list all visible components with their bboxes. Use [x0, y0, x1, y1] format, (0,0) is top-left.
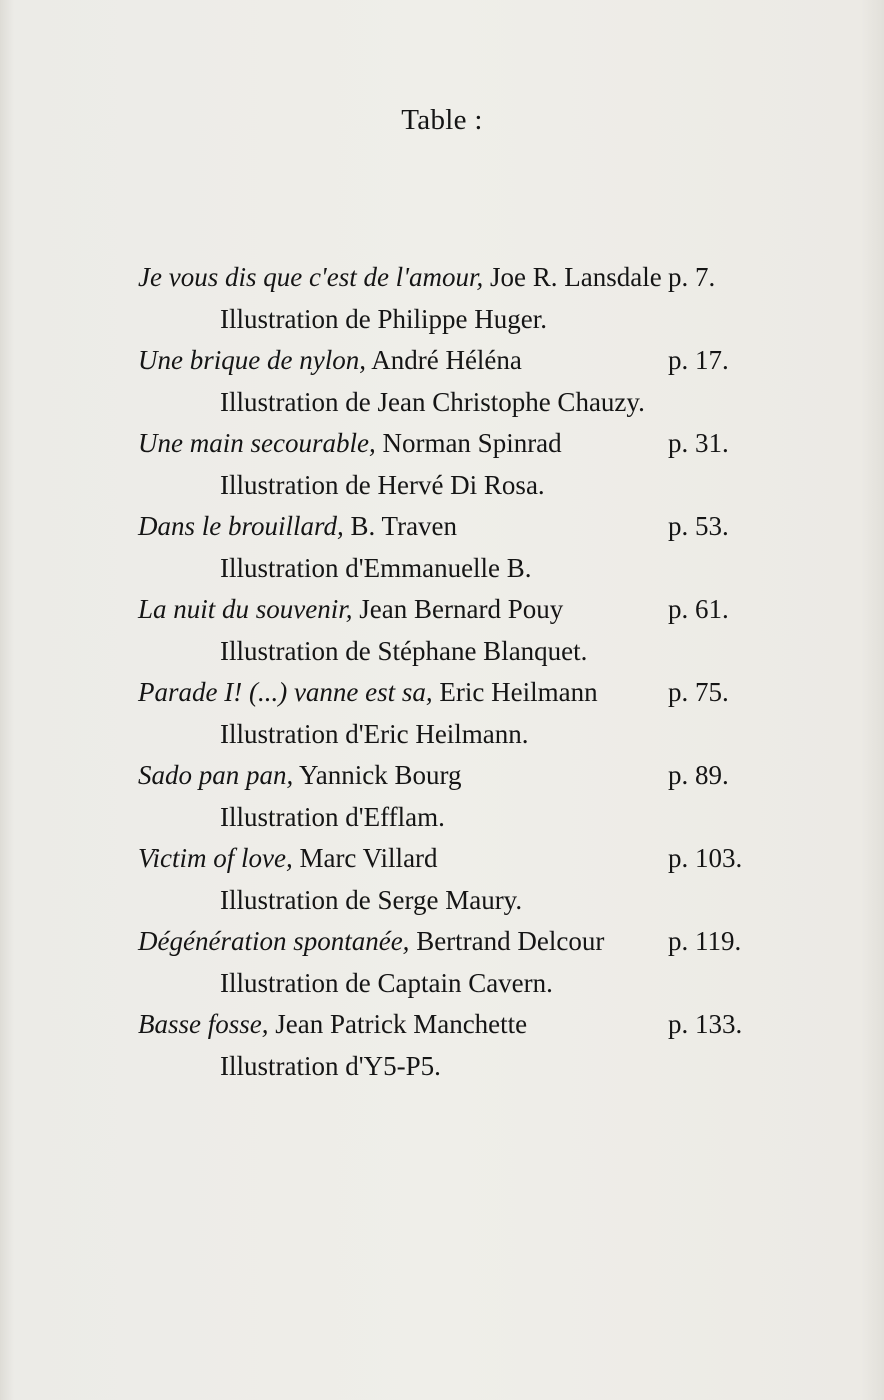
page-number: p. 89. — [668, 760, 729, 790]
page-title: Table : — [401, 104, 483, 136]
story-author: Joe R. Lansdale — [489, 262, 662, 292]
story-title: Parade I! (...) vanne est sa, — [138, 677, 433, 707]
toc-entry — [138, 262, 662, 293]
page-number: p. 103. — [668, 843, 743, 873]
story-title: Une brique de nylon, — [138, 345, 366, 375]
toc-entry — [138, 345, 522, 376]
story-title: Une main secourable, — [138, 428, 376, 458]
illustration-credit: Illustration d'Emmanuelle B. — [220, 553, 532, 583]
page-number: p. 75. — [668, 677, 729, 707]
page-number: p. 53. — [668, 511, 729, 541]
toc-entry — [138, 428, 562, 459]
story-author: André Héléna — [371, 345, 522, 375]
toc-entry — [138, 677, 598, 708]
story-title: Basse fosse, — [138, 1009, 269, 1039]
page-number: p. 17. — [668, 345, 729, 375]
toc-entry — [138, 926, 604, 957]
illustration-credit: Illustration d'Eric Heilmann. — [220, 719, 529, 749]
illustration-credit: Illustration de Captain Cavern. — [220, 968, 553, 998]
illustration-credit: Illustration d'Efflam. — [220, 802, 445, 832]
story-author: Eric Heilmann — [439, 677, 598, 707]
toc-entry — [138, 511, 457, 542]
story-title: Dans le brouillard, — [138, 511, 344, 541]
story-title: Dégénération spontanée, — [138, 926, 410, 956]
toc-entry — [138, 594, 563, 625]
page-number: p. 7. — [668, 262, 716, 292]
story-author: Jean Bernard Pouy — [359, 594, 564, 624]
story-author: B. Traven — [350, 511, 458, 541]
page-number: p. 119. — [668, 926, 742, 956]
illustration-credit: Illustration d'Y5-P5. — [220, 1051, 441, 1081]
toc-entry — [138, 1009, 527, 1040]
story-author: Norman Spinrad — [382, 428, 562, 458]
story-title: La nuit du souvenir, — [138, 594, 353, 624]
story-author: Jean Patrick Manchette — [275, 1009, 528, 1039]
story-title: Sado pan pan, — [138, 760, 294, 790]
story-author: Bertrand Delcour — [416, 926, 605, 956]
page-number: p. 31. — [668, 428, 729, 458]
story-title: Je vous dis que c'est de l'amour, — [138, 262, 484, 292]
toc-entry — [138, 843, 438, 874]
toc-entry — [138, 760, 462, 791]
illustration-credit: Illustration de Philippe Huger. — [220, 304, 547, 334]
page-number: p. 61. — [668, 594, 729, 624]
illustration-credit: Illustration de Serge Maury. — [220, 885, 523, 915]
story-author: Yannick Bourg — [299, 760, 462, 790]
illustration-credit: Illustration de Stéphane Blanquet. — [220, 636, 588, 666]
page-number: p. 133. — [668, 1009, 743, 1039]
story-title: Victim of love, — [138, 843, 293, 873]
illustration-credit: Illustration de Hervé Di Rosa. — [220, 470, 545, 500]
illustration-credit: Illustration de Jean Christophe Chauzy. — [220, 387, 645, 417]
story-author: Marc Villard — [299, 843, 438, 873]
